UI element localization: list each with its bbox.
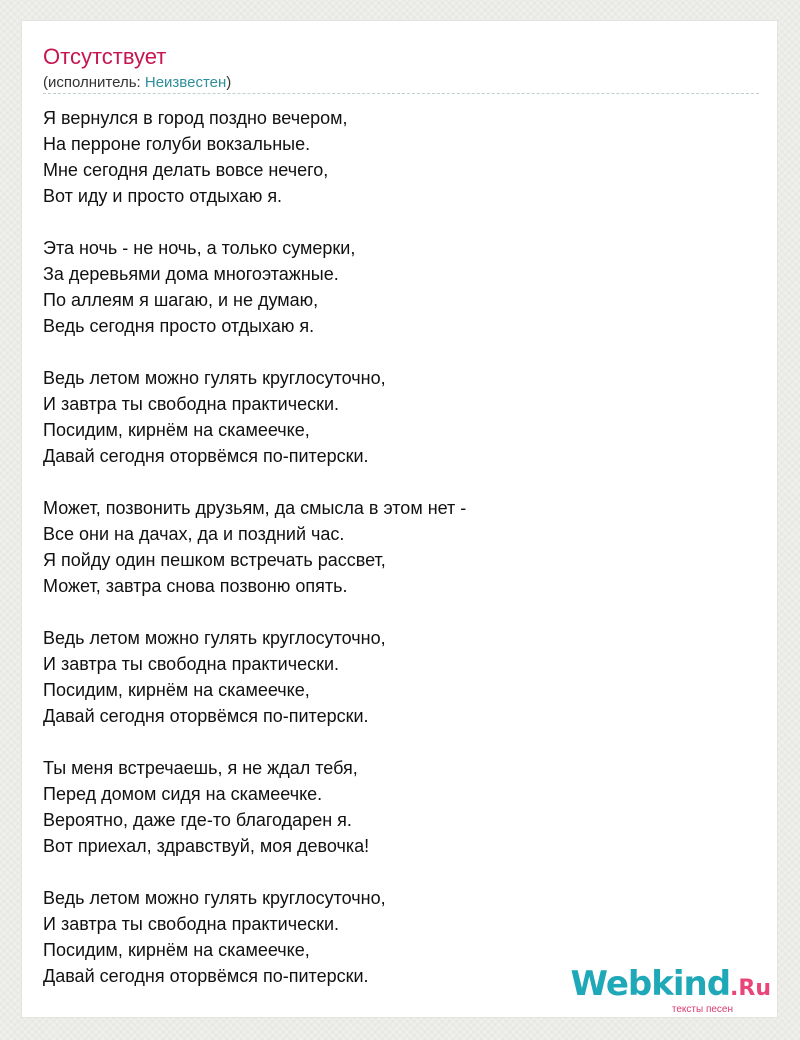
stanza (43, 105, 759, 209)
lyric-line: Давай сегодня оторвёмся по-питерски. (43, 706, 369, 726)
lyric-line: По аллеям я шагаю, и не думаю, (43, 290, 319, 310)
lyric-line: Давай сегодня оторвёмся по-питерски. (43, 446, 369, 466)
lyric-line: На перроне голуби вокзальные. (43, 134, 311, 154)
lyric-line: Вот приехал, здравствуй, моя девочка! (43, 836, 370, 856)
lyric-line: Ведь летом можно гулять круглосуточно, (43, 888, 386, 908)
song-title: Отсутствует (43, 44, 167, 69)
header-divider (43, 93, 759, 94)
logo-main-text: Webkind (570, 964, 731, 1004)
lyrics-card (21, 20, 778, 1018)
stanza (43, 625, 759, 729)
lyric-line: И завтра ты свободна практически. (43, 654, 340, 674)
lyric-line: Эта ночь - не ночь, а только сумерки, (43, 238, 356, 258)
lyric-line: Вот иду и просто отдыхаю я. (43, 186, 283, 206)
lyrics-body (43, 105, 759, 1015)
artist-prefix: (исполнитель: (43, 74, 145, 91)
lyric-line: Мне сегодня делать вовсе нечего, (43, 160, 329, 180)
lyric-line: Может, завтра снова позвоню опять. (43, 576, 348, 596)
stanza (43, 755, 759, 859)
lyric-line: Давай сегодня оторвёмся по-питерски. (43, 966, 369, 986)
artist-line (43, 73, 231, 93)
lyric-line: Посидим, кирнём на скамеечке, (43, 680, 310, 700)
stanza (43, 235, 759, 339)
lyric-line: Ведь летом можно гулять круглосуточно, (43, 628, 386, 648)
stanza (43, 365, 759, 469)
lyric-line: Я вернулся в город поздно вечером, (43, 108, 348, 128)
lyric-line: За деревьями дома многоэтажные. (43, 264, 339, 284)
lyric-line: Я пойду один пешком встречать рассвет, (43, 550, 386, 570)
lyric-line: Ты меня встречаешь, я не ждал тебя, (43, 758, 358, 778)
artist-link[interactable]: Неизвестен (144, 74, 227, 91)
artist-suffix: ) (226, 74, 232, 91)
lyric-line: Может, позвонить друзьям, да смысла в этом нет - (43, 498, 467, 518)
lyric-line: И завтра ты свободна практически. (43, 394, 340, 414)
lyric-line: Посидим, кирнём на скамеечке, (43, 420, 310, 440)
logo-domain: .Ru (730, 976, 771, 1001)
stanza (43, 495, 759, 599)
lyric-line: И завтра ты свободна практически. (43, 914, 340, 934)
site-logo[interactable] (570, 964, 771, 1015)
lyric-line: Все они на дачах, да и поздний час. (43, 524, 345, 544)
logo-wordmark (570, 964, 771, 1006)
lyric-line: Ведь сегодня просто отдыхаю я. (43, 316, 315, 336)
lyric-line: Вероятно, даже где-то благодарен я. (43, 810, 352, 830)
logo-tagline: тексты песен (671, 1004, 733, 1015)
lyric-line: Ведь летом можно гулять круглосуточно, (43, 368, 386, 388)
lyric-line: Посидим, кирнём на скамеечке, (43, 940, 310, 960)
lyric-line: Перед домом сидя на скамеечке. (43, 784, 323, 804)
